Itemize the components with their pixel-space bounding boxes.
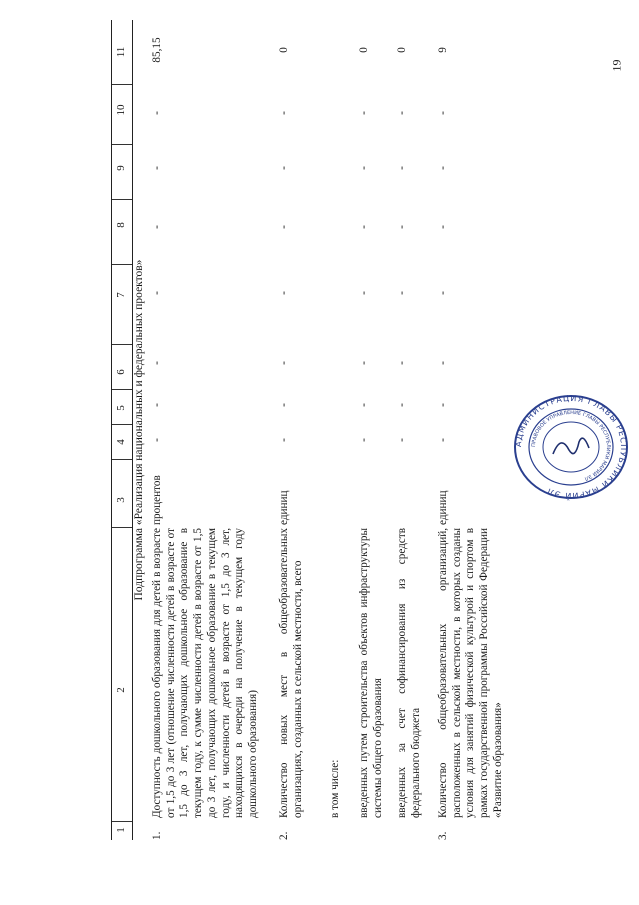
- row-number: 3.: [437, 831, 449, 840]
- row-unit: единиц: [278, 490, 290, 525]
- cell-6: -: [396, 361, 408, 365]
- row-description: введенных за счет софинансирования из средств федерального бюджета: [396, 528, 422, 818]
- cell-9: -: [437, 166, 449, 170]
- table-body: [111, 20, 521, 840]
- cell-5: -: [278, 403, 290, 407]
- cell-10: -: [358, 111, 370, 115]
- cell-10: -: [396, 111, 408, 115]
- col-header-11: 11: [115, 46, 127, 58]
- col-header-5: 5: [115, 405, 127, 411]
- col-header-10: 10: [115, 104, 127, 116]
- col-header-2: 2: [115, 687, 127, 693]
- row-number: 2.: [278, 831, 290, 840]
- cell-7: -: [278, 291, 290, 295]
- cell-5: -: [151, 403, 163, 407]
- cell-8: -: [358, 225, 370, 229]
- row-number: 1.: [151, 831, 163, 840]
- cell-6: -: [151, 361, 163, 365]
- cell-11: 85,15: [151, 37, 163, 63]
- official-seal-stamp: [505, 392, 637, 502]
- cell-9: -: [151, 166, 163, 170]
- col-header-3: 3: [115, 497, 127, 503]
- cell-8: -: [437, 225, 449, 229]
- cell-8: -: [151, 225, 163, 229]
- col-header-7: 7: [115, 292, 127, 298]
- row-description: Количество новых мест в общеобразовательных организациях, созданных в сельской местности, всего: [278, 528, 304, 818]
- cell-5: -: [437, 403, 449, 407]
- seal-inner-text: ПРАВОВОЕ УПРАВЛЕНИЕ ГЛАВЫ РЕСПУБЛИКИ МАРИЙ ЭЛ: [530, 409, 612, 482]
- cell-11: 9: [437, 47, 449, 53]
- col-header-9: 9: [115, 165, 127, 171]
- col-header-4: 4: [115, 439, 127, 445]
- cell-6: -: [358, 361, 370, 365]
- cell-8: -: [278, 225, 290, 229]
- column-header-row: [111, 20, 133, 840]
- rotated-table: [100, 0, 525, 852]
- row-description: Количество общеобразовательных организаций, расположенных в сельской местности, в которых созданы условия для занятий физической культурой и спортом в рамках государственной программы Российской Федерации «Развитие образования»: [437, 528, 504, 818]
- row-unit: процентов: [151, 475, 163, 525]
- cell-4: -: [151, 438, 163, 442]
- cell-5: -: [358, 403, 370, 407]
- col-header-1: 1: [115, 827, 127, 833]
- cell-10: -: [437, 111, 449, 115]
- cell-11: 0: [396, 47, 408, 53]
- seal-outer-text: АДМИНИСТРАЦИЯ ГЛАВЫ РЕСПУБЛИКИ МАРИЙ ЭЛ: [513, 393, 629, 501]
- row-description: в том числе:: [329, 759, 341, 818]
- cell-7: -: [151, 291, 163, 295]
- cell-9: -: [278, 166, 290, 170]
- row-description: Доступность дошкольного образования для детей в возрасте от 1,5 до 3 лет (отношение численности детей в возрасте от 1,5 до 3 лет, получающих дошкольное образование в текущем году, к сумме численности детей в возрасте от 1,5 до 3 лет, получающих дошкольное образование в текущем году, и численности детей в возрасте от 1,5 до 3 лет, находящихся в очереди на получение в текущем году дошкольного образования): [151, 528, 259, 818]
- row-unit: единиц: [437, 490, 449, 525]
- cell-9: -: [358, 166, 370, 170]
- page-number: 19: [609, 59, 624, 72]
- signature-mark: [553, 438, 589, 454]
- cell-7: -: [396, 291, 408, 295]
- cell-5: -: [396, 403, 408, 407]
- cell-4: -: [396, 438, 408, 442]
- col-header-8: 8: [115, 222, 127, 228]
- cell-7: -: [358, 291, 370, 295]
- cell-4: -: [278, 438, 290, 442]
- row-description: введенных путем строительства объектов инфраструктуры системы общего образования: [358, 528, 384, 818]
- cell-6: -: [278, 361, 290, 365]
- cell-6: -: [437, 361, 449, 365]
- subprogram-title: Подпрограмма «Реализация национальных и федеральных проектов»: [133, 259, 145, 601]
- cell-7: -: [437, 291, 449, 295]
- cell-4: -: [437, 438, 449, 442]
- cell-10: -: [278, 111, 290, 115]
- cell-4: -: [358, 438, 370, 442]
- cell-11: 0: [278, 47, 290, 53]
- cell-9: -: [396, 166, 408, 170]
- cell-11: 0: [358, 47, 370, 53]
- cell-8: -: [396, 225, 408, 229]
- col-header-6: 6: [115, 369, 127, 375]
- cell-10: -: [151, 111, 163, 115]
